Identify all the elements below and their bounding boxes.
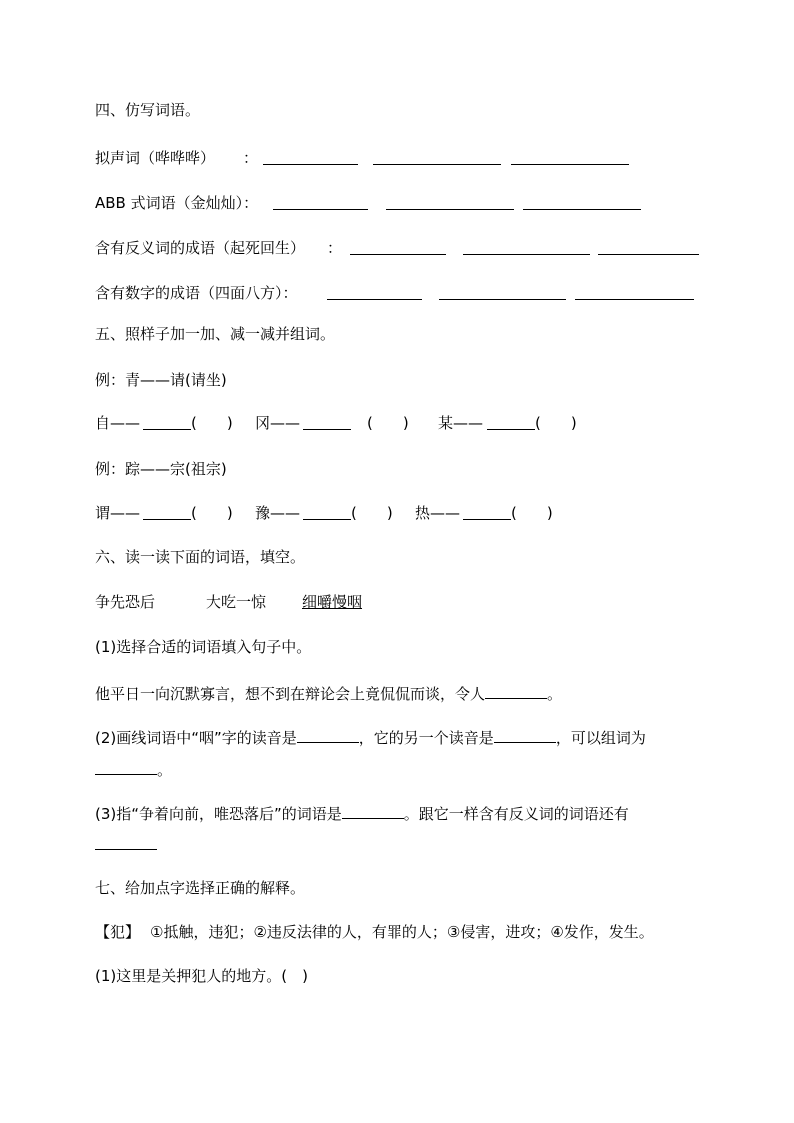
word-bank-item: 大吃一惊	[206, 593, 267, 611]
question-text: ，可以组词为	[555, 729, 646, 747]
answer-blank[interactable]	[263, 148, 358, 165]
antonym-idioms-label: 含有反义词的成语（起死回生）	[95, 239, 306, 257]
answer-blank[interactable]	[373, 148, 501, 165]
word-parens[interactable]: ( )	[367, 414, 409, 432]
answer-blank[interactable]	[303, 413, 351, 430]
answer-blank[interactable]	[95, 833, 157, 850]
underlined-word: 细嚼慢咽	[302, 593, 363, 611]
example-1: 例：青——请(请坐)	[95, 371, 227, 389]
question-6-3	[95, 802, 629, 822]
answer-blank[interactable]	[523, 193, 641, 210]
word-parens[interactable]: ( )	[351, 504, 393, 522]
add-subtract-row-2	[95, 503, 595, 523]
onomatopoeia-row	[95, 148, 715, 168]
answer-blank[interactable]	[143, 413, 191, 430]
question-text: 。跟它一样含有反义词的词语还有	[403, 805, 629, 823]
question-text: (2)画线词语中“咽”字的读音是	[95, 729, 297, 747]
section-4-title: 四、仿写词语。	[95, 101, 201, 119]
onomatopoeia-colon: ：	[243, 149, 259, 167]
number-idioms-label: 含有数字的成语（四面八方）：	[95, 284, 298, 302]
question-7-1: (1)这里是关押犯人的地方。( )	[95, 967, 308, 985]
answer-blank[interactable]	[487, 413, 535, 430]
question-6-1-sentence	[95, 682, 562, 702]
answer-blank[interactable]	[297, 726, 359, 743]
antonym-idioms-colon: ：	[327, 239, 343, 257]
word-parens[interactable]: ( )	[511, 504, 553, 522]
answer-blank[interactable]	[327, 283, 422, 300]
question-text: ，它的另一个读音是	[358, 729, 494, 747]
answer-blank[interactable]	[350, 238, 446, 255]
answer-blank[interactable]	[386, 193, 514, 210]
char-yu: 豫——	[255, 504, 301, 522]
answer-blank[interactable]	[511, 148, 629, 165]
number-idioms-row	[95, 283, 715, 303]
answer-blank[interactable]	[598, 238, 699, 255]
word-bank-item: 争先恐后	[95, 593, 156, 611]
answer-blank[interactable]	[303, 503, 351, 520]
answer-blank[interactable]	[485, 682, 547, 699]
abb-words-row	[95, 193, 715, 213]
section-5-title: 五、照样子加一加、减一减并组词。	[95, 325, 336, 343]
answer-blank[interactable]	[273, 193, 368, 210]
definition-text: ①抵触，违犯；②违反法律的人，有罪的人；③侵害，进攻；④发作，发生。	[150, 923, 654, 941]
sentence-text: 他平日一向沉默寡言，想不到在辩论会上竟侃侃而谈，令人	[95, 685, 486, 703]
sentence-end: 。	[547, 685, 563, 703]
example-2: 例：踪——宗(祖宗)	[95, 460, 227, 478]
word-parens[interactable]: ( )	[535, 414, 577, 432]
answer-blank[interactable]	[439, 283, 566, 300]
definition-key: 【犯】	[95, 923, 141, 941]
word-parens[interactable]: ( )	[191, 504, 233, 522]
word-bank	[95, 592, 495, 612]
abb-words-label: ABB 式词语（金灿灿）：	[95, 194, 259, 212]
question-text: (3)指“争着向前，唯恐落后”的词语是	[95, 805, 342, 823]
answer-blank[interactable]	[463, 238, 590, 255]
answer-blank[interactable]	[342, 802, 404, 819]
answer-blank[interactable]	[95, 758, 157, 775]
section-6-title: 六、读一读下面的词语，填空。	[95, 548, 306, 566]
question-6-3-cont	[95, 833, 157, 853]
section-7-title: 七、给加点字选择正确的解释。	[95, 879, 306, 897]
char-mou: 某——	[438, 414, 484, 432]
answer-blank[interactable]	[575, 283, 694, 300]
question-6-2-cont	[95, 758, 172, 778]
char-re: 热——	[415, 504, 461, 522]
word-parens[interactable]: ( )	[191, 414, 233, 432]
answer-blank[interactable]	[143, 503, 191, 520]
definition-line	[95, 922, 654, 942]
onomatopoeia-label: 拟声词（哗哗哗）	[95, 149, 216, 167]
char-gang: 冈——	[255, 414, 301, 432]
char-wei: 谓——	[95, 504, 141, 522]
answer-blank[interactable]	[494, 726, 556, 743]
char-zi: 自——	[95, 414, 141, 432]
antonym-idioms-row	[95, 238, 715, 258]
answer-blank[interactable]	[463, 503, 511, 520]
add-subtract-row-1	[95, 413, 595, 433]
question-6-1: (1)选择合适的词语填入句子中。	[95, 638, 312, 656]
question-text: 。	[157, 761, 173, 779]
question-6-2	[95, 726, 646, 746]
